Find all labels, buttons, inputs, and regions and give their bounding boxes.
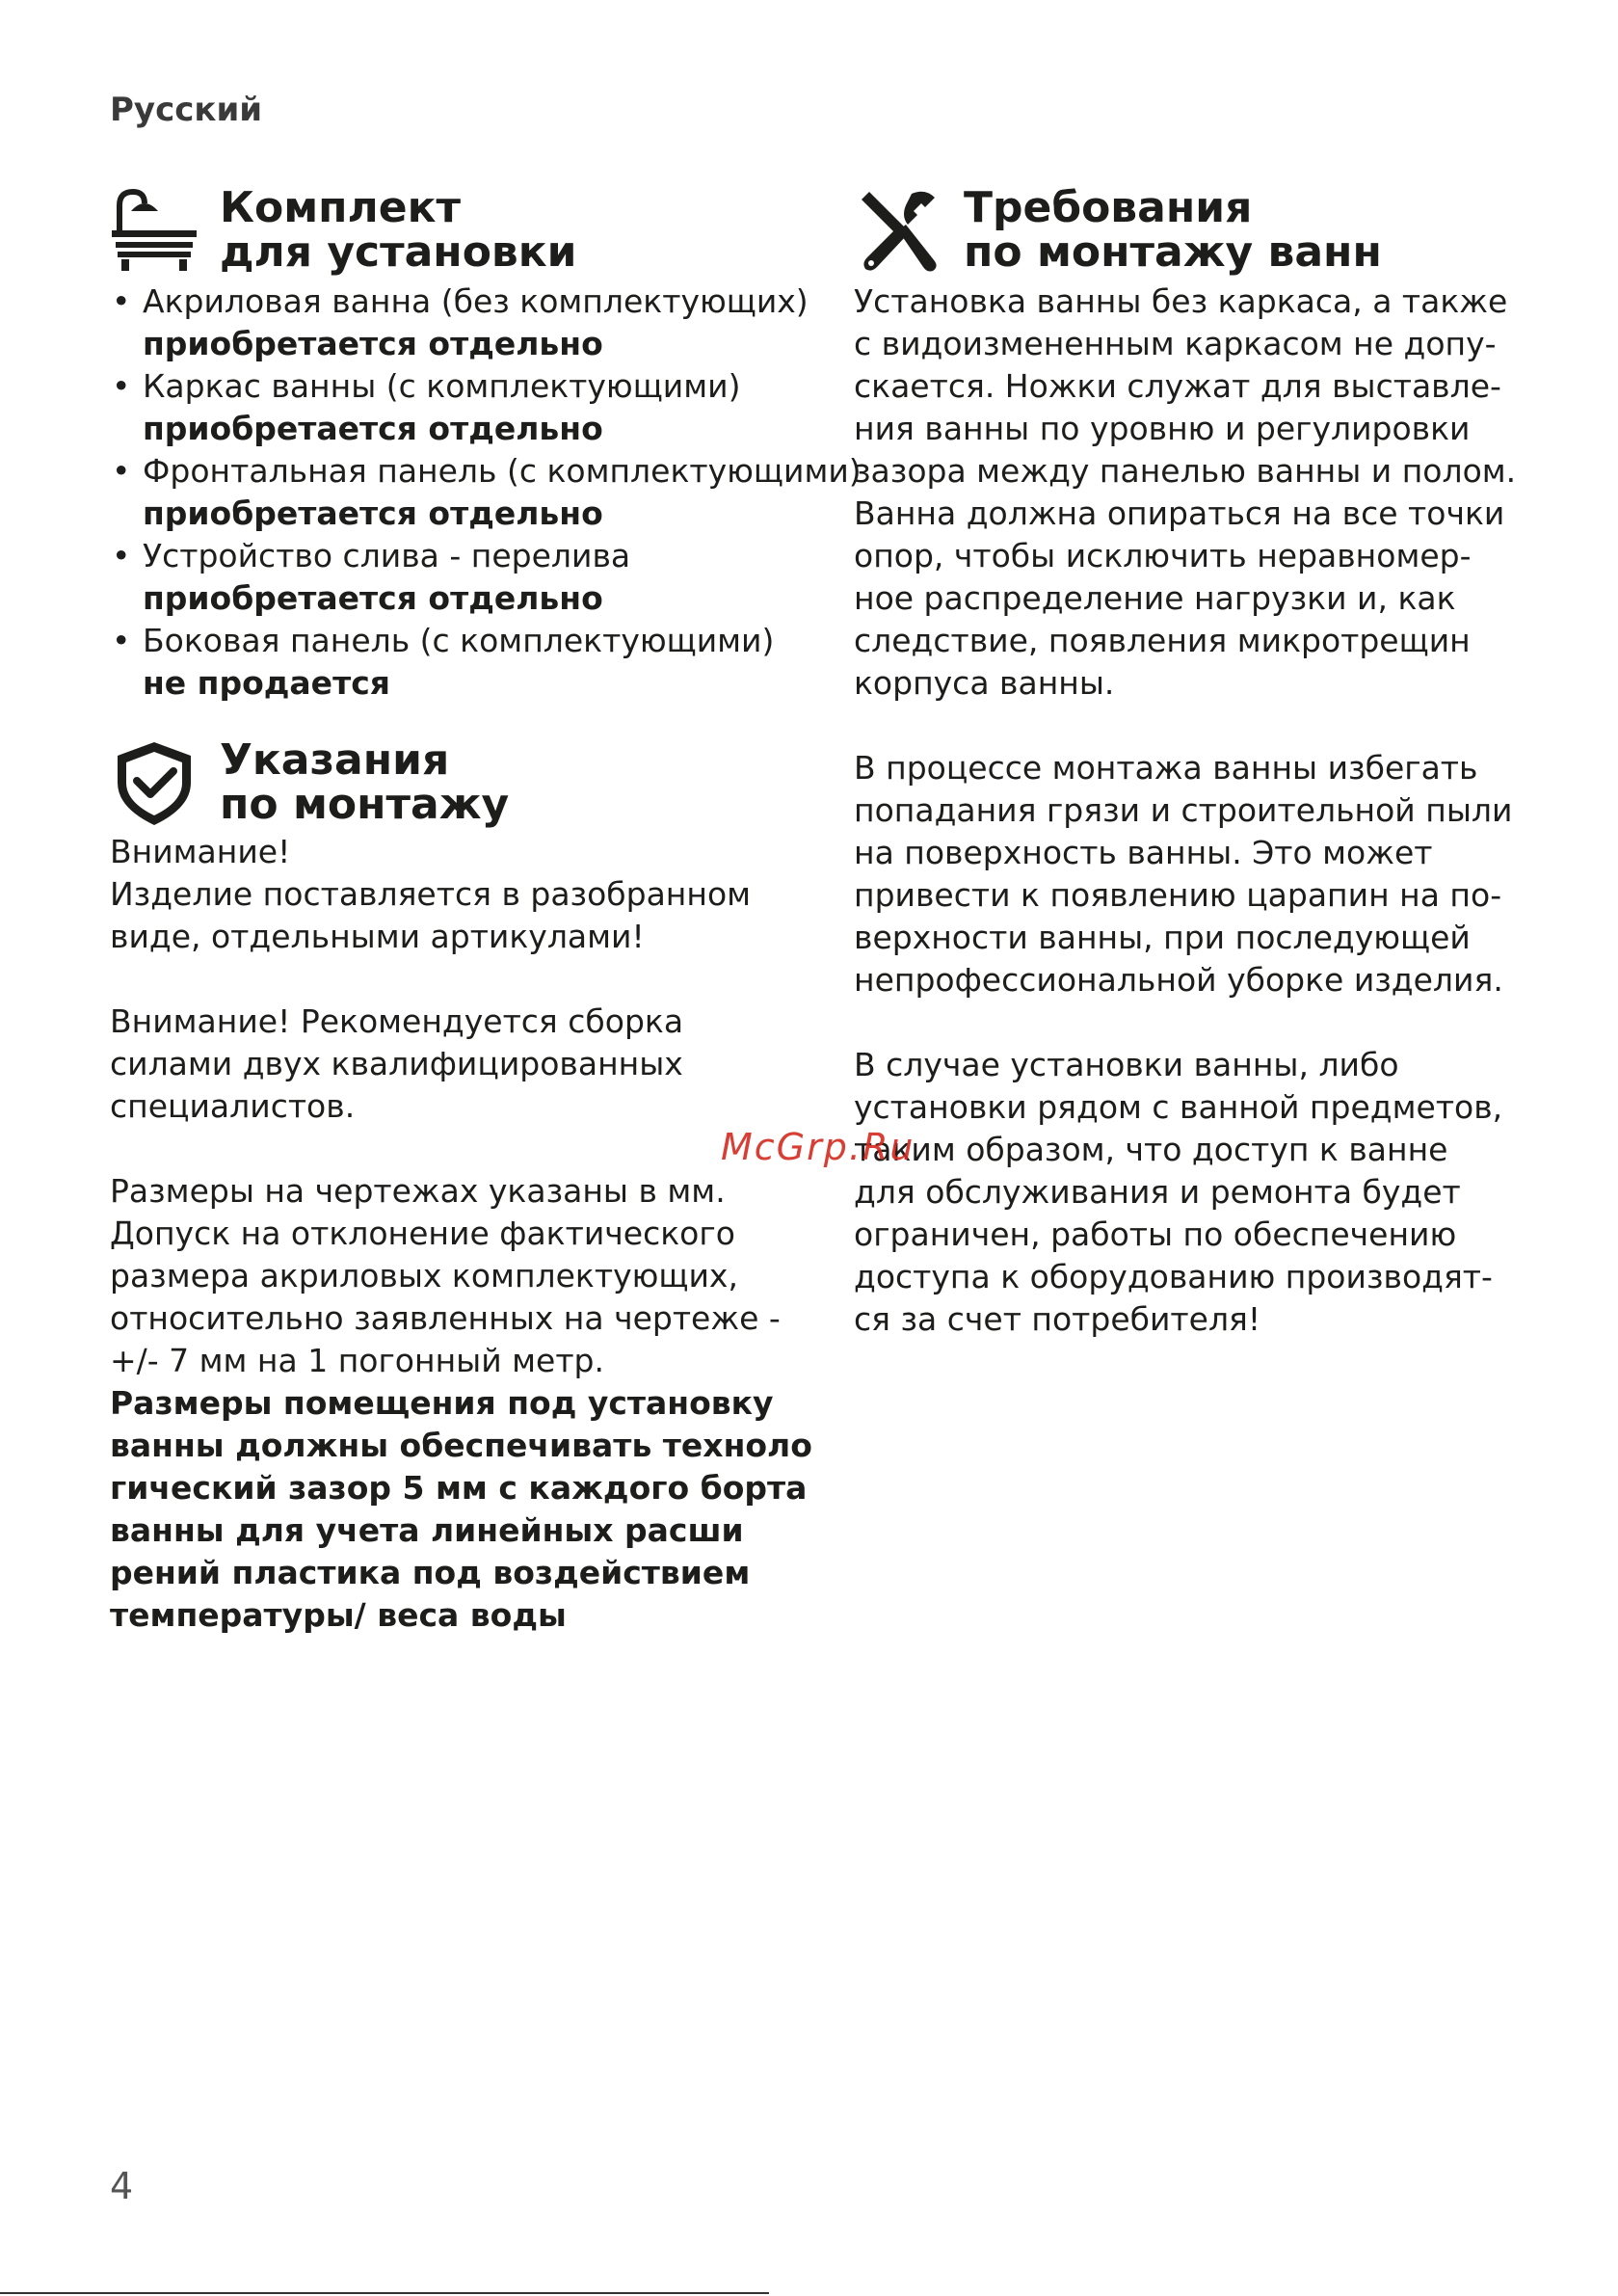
text-line: следствие, появления микротрещин <box>854 622 1471 659</box>
page-number: 4 <box>110 2165 134 2207</box>
list-item: • Каркас ванны (с комплектующими) приобретается отдельно <box>110 365 784 450</box>
text-line: ся за счет потребителя! <box>854 1300 1261 1338</box>
text-line: корпуса ванны. <box>854 664 1115 702</box>
text-line: на поверхность ванны. Это может <box>854 834 1433 871</box>
bold-text-line: ванны должны обеспечивать техноло <box>110 1427 812 1464</box>
text-line: непрофессиональной уборке изделия. <box>854 961 1503 999</box>
kit-item-text: Акриловая ванна (без комплектующих) <box>143 282 809 320</box>
bold-text-line: рений пластика под воздействием <box>110 1554 751 1591</box>
text-line: Размеры на чертежах указаны в мм. <box>110 1172 726 1210</box>
text-line: зазора между панелью ванны и полом. <box>854 452 1517 490</box>
requirements-title-line2: по монтажу ванн <box>964 227 1382 277</box>
watermark: McGrp.Ru <box>721 1126 915 1168</box>
text-line: силами двух квалифицированных <box>110 1045 683 1082</box>
shield-check-icon <box>110 738 199 827</box>
language-label: Русский <box>110 91 263 129</box>
kit-item-text: Фронтальная панель (с комплектующими) <box>143 452 862 490</box>
bold-text-line: Размеры помещения под установку <box>110 1384 774 1422</box>
text-line: привести к появлению царапин на по- <box>854 876 1502 914</box>
text-line: верхности ванны, при последующей <box>854 919 1471 956</box>
requirements-paragraph-2 <box>854 747 1512 1001</box>
bottom-divider <box>0 2292 769 2294</box>
kit-list <box>110 280 862 705</box>
requirements-paragraph-1 <box>854 280 1516 705</box>
text-line: для обслуживания и ремонта будет <box>854 1173 1461 1211</box>
bathtub-icon <box>110 186 199 275</box>
kit-title-line2: для установки <box>220 227 577 277</box>
tools-icon <box>854 186 942 275</box>
kit-item-note: приобретается отдельно <box>143 410 603 447</box>
bold-text-line: температуры/ веса воды <box>110 1596 567 1634</box>
text-line: В случае установки ванны, либо <box>854 1046 1399 1083</box>
kit-title-line1: Комплект <box>220 183 461 232</box>
instructions-paragraph-1 <box>110 831 751 958</box>
text-line: таким образом, что доступ к ванне <box>854 1131 1448 1168</box>
instructions-heading <box>110 735 510 829</box>
text-line: опор, чтобы исключить неравномер- <box>854 537 1472 574</box>
text-line: Допуск на отклонение фактического <box>110 1215 735 1252</box>
text-line: размера акриловых комплектующих, <box>110 1257 738 1295</box>
requirements-heading <box>854 183 1382 277</box>
text-line: установки рядом с ванной предметов, <box>854 1088 1503 1126</box>
instructions-title-line1: Указания <box>220 735 450 785</box>
bold-text-line: гический зазор 5 мм с каждого борта <box>110 1469 808 1507</box>
list-item: • Акриловая ванна (без комплектующих) приобретается отдельно <box>110 280 784 365</box>
kit-item-text: Устройство слива - перелива <box>143 537 631 574</box>
text-line: В процессе монтажа ванны избегать <box>854 749 1478 787</box>
text-line: специалистов. <box>110 1087 356 1125</box>
requirements-title-line1: Требования <box>964 183 1253 232</box>
text-line: скается. Ножки служат для выставле- <box>854 367 1501 405</box>
text-line: ограничен, работы по обеспечению <box>854 1215 1457 1253</box>
kit-item-note: приобретается отдельно <box>143 325 603 362</box>
kit-item-text: Каркас ванны (с комплектующими) <box>143 367 741 405</box>
text-line: с видоизмененным каркасом не допу- <box>854 325 1497 362</box>
instructions-title-line2: по монтажу <box>220 780 510 829</box>
text-line: виде, отдельными артикулами! <box>110 918 645 955</box>
text-line: ния ванны по уровню и регулировки <box>854 410 1471 447</box>
instructions-paragraph-3 <box>110 1170 812 1637</box>
text-line: Установка ванны без каркаса, а также <box>854 282 1508 320</box>
text-line: попадания грязи и строительной пыли <box>854 791 1513 829</box>
kit-heading <box>110 183 577 277</box>
list-item: • Устройство слива - перелива приобретается отдельно <box>110 535 784 620</box>
text-line: относительно заявленных на чертеже - <box>110 1299 781 1337</box>
kit-item-note: не продается <box>143 664 390 702</box>
list-item: • Фронтальная панель (с комплектующими) приобретается отдельно <box>110 450 784 535</box>
text-line: ное распределение нагрузки и, как <box>854 579 1456 617</box>
text-line: Внимание! <box>110 833 291 870</box>
bold-text-line: ванны для учета линейных расши <box>110 1511 744 1549</box>
list-item: • Боковая панель (с комплектующими) не продается <box>110 620 784 705</box>
kit-item-note: приобретается отдельно <box>143 494 603 532</box>
text-line: Ванна должна опираться на все точки <box>854 494 1505 532</box>
requirements-paragraph-3 <box>854 1044 1502 1341</box>
text-line: Изделие поставляется в разобранном <box>110 875 752 913</box>
text-line: +/- 7 мм на 1 погонный метр. <box>110 1342 604 1379</box>
instructions-paragraph-2 <box>110 1001 683 1128</box>
text-line: Внимание! Рекомендуется сборка <box>110 1002 684 1040</box>
text-line: доступа к оборудованию производят- <box>854 1258 1493 1295</box>
kit-item-text: Боковая панель (с комплектующими) <box>143 622 775 659</box>
kit-item-note: приобретается отдельно <box>143 579 603 617</box>
